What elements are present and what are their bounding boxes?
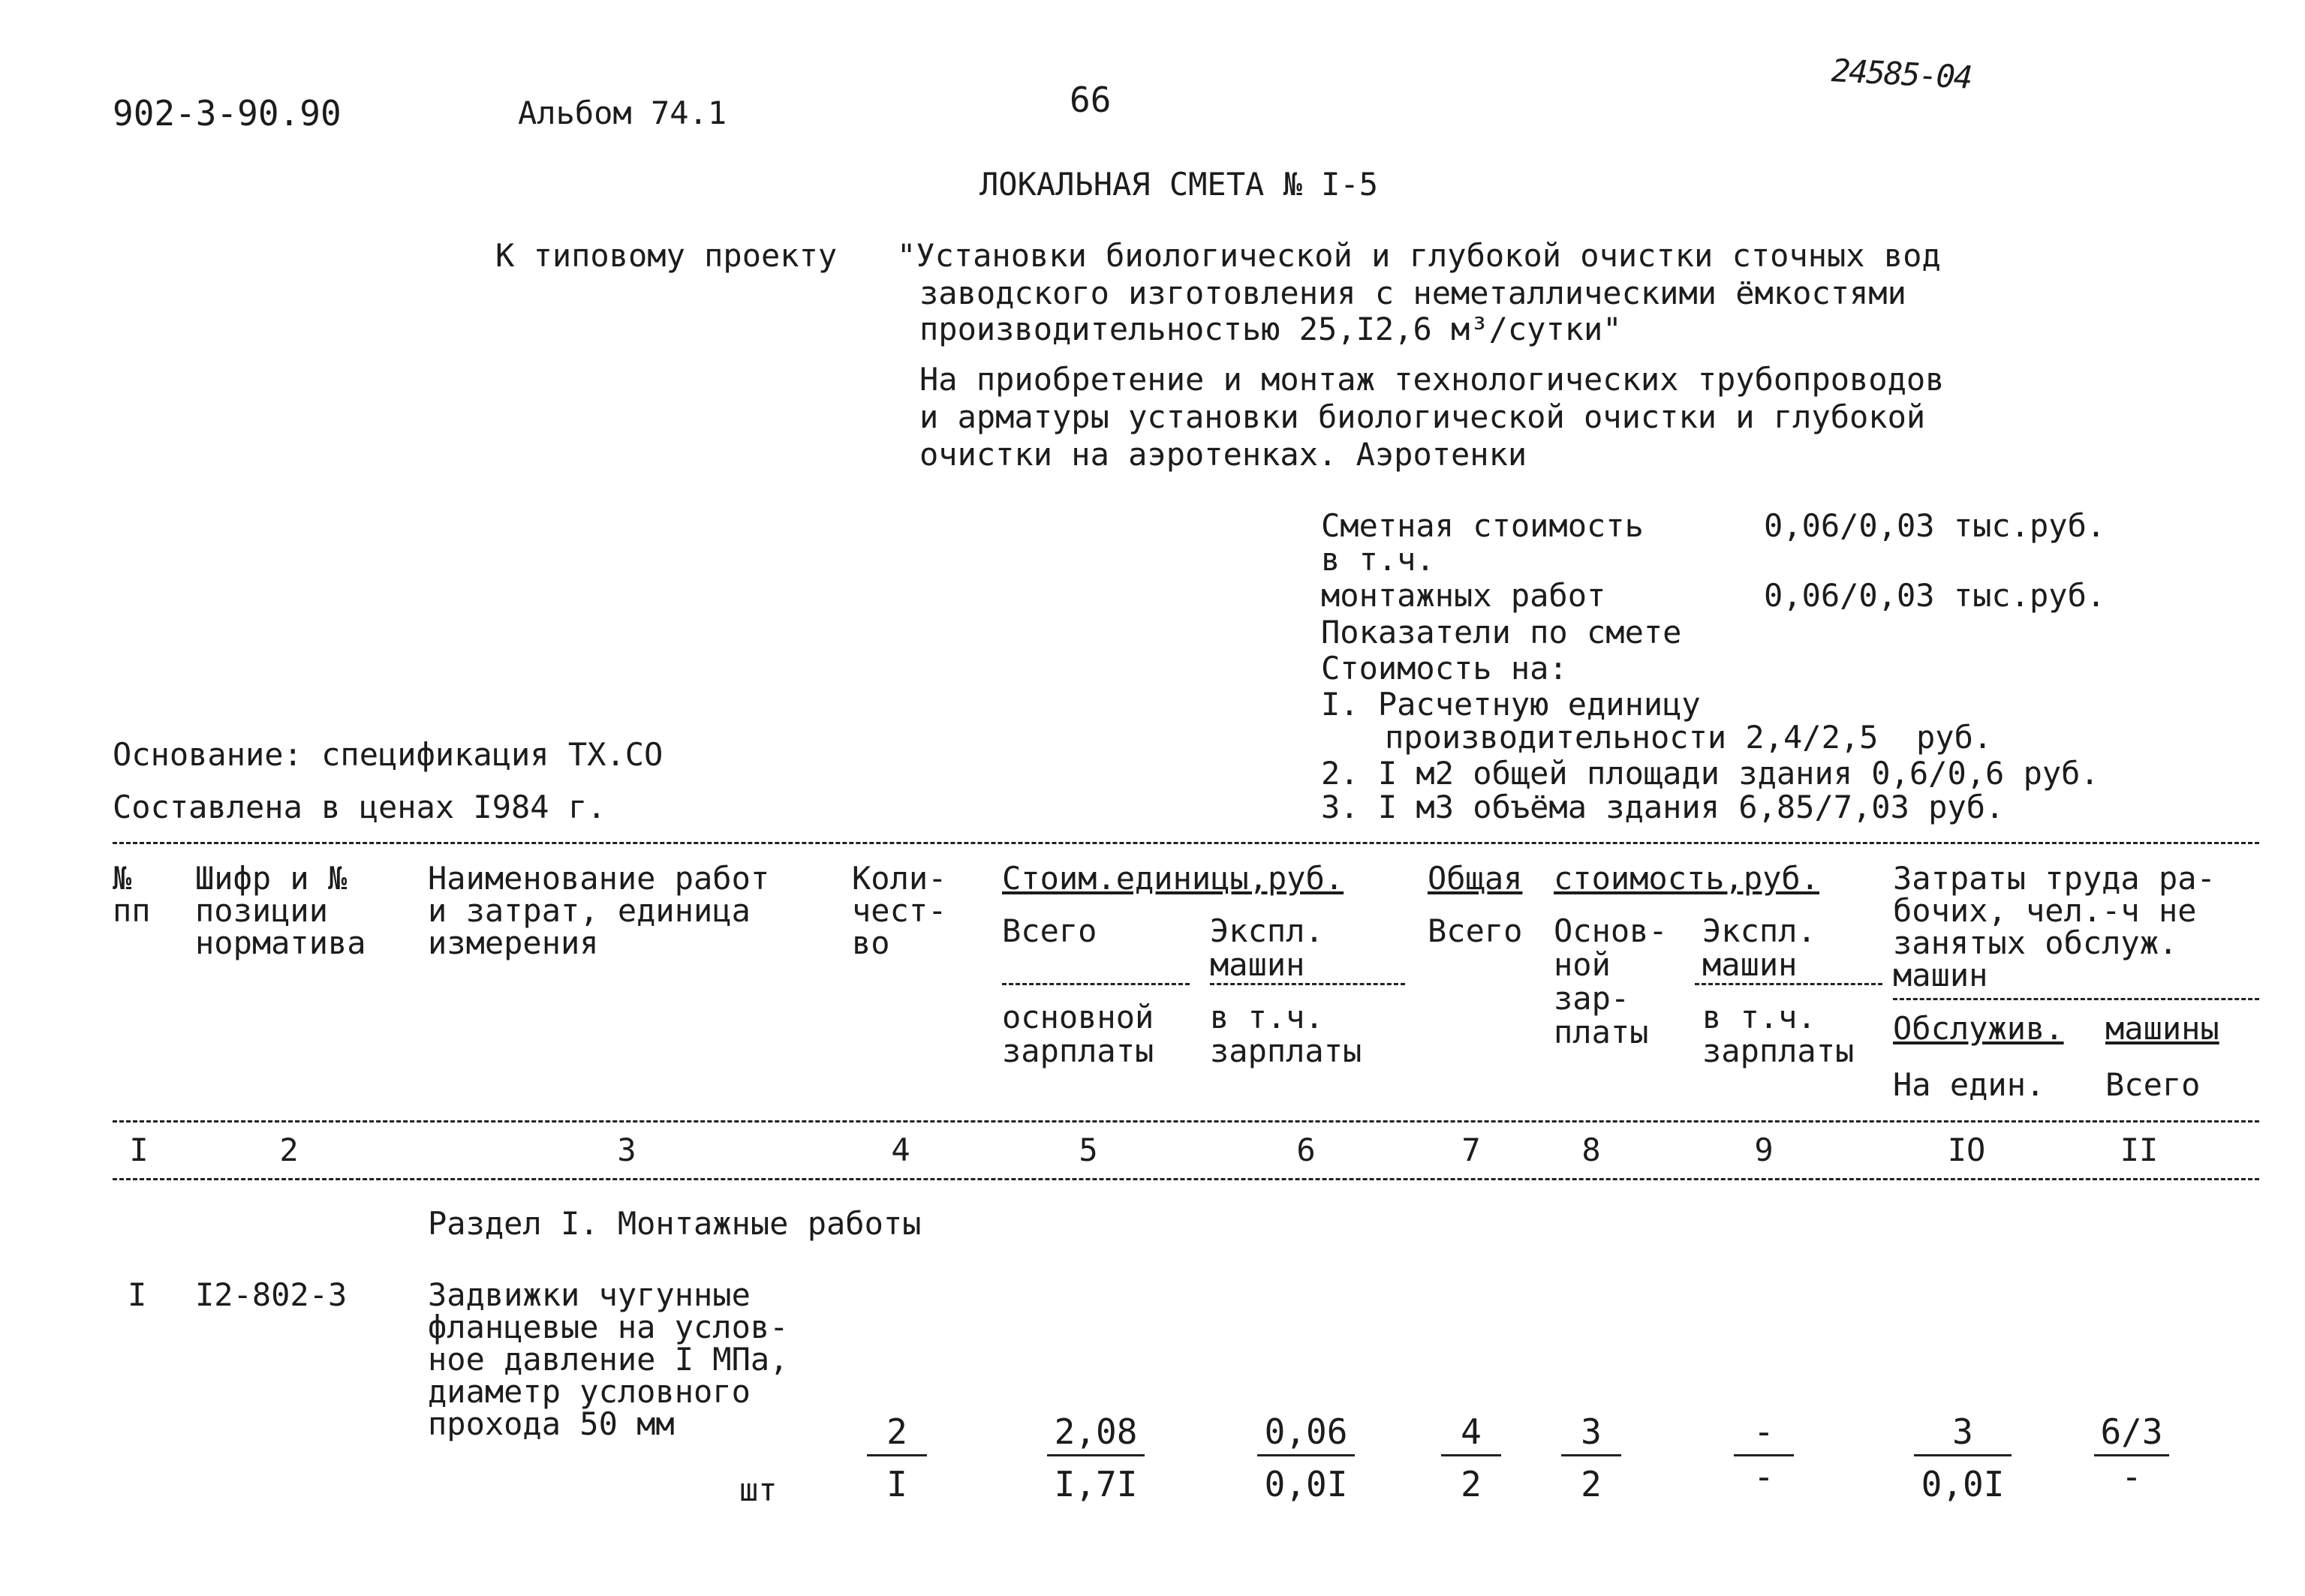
qty-top: 2: [886, 1411, 907, 1452]
indicator-2: 2. I м2 общей площади здания 0,6/0,6 руб.: [1321, 755, 2099, 792]
col-number-5: 5: [1079, 1132, 1098, 1168]
total-bottom: 2: [1461, 1464, 1482, 1504]
basis-text: Основание: спецификация ТХ.СО: [113, 736, 664, 773]
col4-header-1: Коли-: [852, 860, 947, 897]
section-title: Раздел I. Монтажные работы: [428, 1205, 922, 1242]
col3-header-1: Наименование работ: [428, 860, 770, 897]
col9-header-top-2: машин: [1702, 946, 1798, 983]
col7-header: Всего: [1428, 912, 1523, 949]
col5-header-bottom-1: основной: [1002, 999, 1154, 1035]
labor-unit-top: 3: [1952, 1411, 1973, 1452]
indicator-3: 3. I м3 объёма здания 6,85/7,03 руб.: [1321, 789, 2005, 825]
row-name-2: фланцевые на услов-: [428, 1309, 789, 1345]
col1-header-2: пп: [113, 892, 151, 929]
row-code: I2-802-3: [195, 1276, 348, 1313]
wages-bottom: 2: [1581, 1464, 1602, 1504]
col4-header-2: чест-: [852, 892, 947, 929]
col2-header-2: позиции: [195, 892, 329, 929]
row-name-4: диаметр условного: [428, 1373, 751, 1410]
document-code: 902-3-90.90: [113, 93, 342, 134]
col9-header-bottom-2: зарплаты: [1702, 1032, 1855, 1069]
col2-header-3: норматива: [195, 924, 366, 961]
total-top: 4: [1461, 1411, 1482, 1452]
col-number-9: 9: [1754, 1132, 1774, 1168]
project-line-2: заводского изготовления с неметаллическими ёмкостями: [919, 275, 1906, 311]
col8-header-3: зар-: [1554, 980, 1630, 1017]
project-prefix: К типовому проекту: [495, 237, 838, 274]
col5-divider: [1002, 983, 1190, 985]
col3-header-2: и затрат, единица: [428, 892, 751, 929]
wages-fraction-line: [1561, 1454, 1621, 1456]
labor-header-4: машин: [1893, 957, 1988, 993]
machines-bottom: -: [1753, 1456, 1774, 1497]
col2-header-1: Шифр и №: [195, 860, 348, 897]
unit-machines-fraction-line: [1257, 1454, 1355, 1456]
estimated-cost-label: Сметная стоимость: [1321, 507, 1644, 544]
col-number-6: 6: [1296, 1132, 1316, 1168]
col8-header-2: ной: [1554, 946, 1611, 983]
labor-total-top: 6/3: [2100, 1411, 2163, 1452]
col-number-2: 2: [279, 1132, 299, 1168]
qty-fraction-line: [867, 1454, 927, 1456]
row-unit: шт: [739, 1471, 778, 1508]
col6-header-top-1: Экспл.: [1210, 912, 1324, 949]
col5-header-bottom-2: зарплаты: [1002, 1032, 1154, 1069]
machine-header: машины: [2105, 1010, 2219, 1047]
row-number: I: [128, 1276, 147, 1313]
unit-machines-bottom: 0,0I: [1264, 1464, 1348, 1504]
col6-header-bottom-1: в т.ч.: [1210, 999, 1324, 1035]
unit-cost-header: Стоим.единицы,руб.: [1002, 860, 1344, 897]
album-label: Альбом 74.1: [518, 95, 727, 131]
labor-header-2: бочих, чел.-ч не: [1893, 892, 2197, 929]
row-name-5: прохода 50 мм: [428, 1405, 675, 1442]
total-fraction-line: [1441, 1454, 1501, 1456]
labor-unit-bottom: 0,0I: [1921, 1464, 2005, 1504]
unit-total-bottom: I,7I: [1054, 1464, 1138, 1504]
project-line-1: "Установки биологической и глубокой очистки сточных вод: [897, 237, 1941, 274]
labor-header-3: занятых обслуж.: [1893, 924, 2178, 961]
prices-text: Составлена в ценах I984 г.: [113, 789, 606, 825]
page-title: ЛОКАЛЬНАЯ СМЕТА № I-5: [979, 166, 1379, 203]
col11-header: Всего: [2105, 1066, 2201, 1103]
col-number-7: 7: [1461, 1132, 1481, 1168]
col8-header-1: Основ-: [1554, 912, 1668, 949]
purpose-line-3: очистки на аэротенках. Аэротенки: [919, 436, 1527, 473]
project-line-3: производительностью 25,I2,6 м³/сутки": [919, 311, 1622, 347]
col4-header-3: во: [852, 924, 890, 961]
purpose-line-1: На приобретение и монтаж технологических трубопроводов: [919, 361, 1945, 398]
row-name-1: Задвижки чугунные: [428, 1276, 751, 1313]
installation-label: монтажных работ: [1321, 577, 1606, 614]
col5-header-top: Всего: [1002, 912, 1097, 949]
estimated-cost-value: 0,06/0,03 тыс.руб.: [1764, 507, 2106, 544]
col1-header-1: №: [113, 860, 132, 897]
total-cost-header-a: Общая: [1428, 860, 1523, 897]
unit-machines-top: 0,06: [1264, 1411, 1348, 1452]
col10-header: На един.: [1893, 1066, 2045, 1103]
qty-bottom: I: [886, 1464, 907, 1504]
row-name-3: ное давление I МПа,: [428, 1341, 789, 1378]
header-bottom-rule: [113, 1120, 2259, 1123]
col6-header-bottom-2: зарплаты: [1210, 1032, 1362, 1069]
unit-total-top: 2,08: [1054, 1411, 1138, 1452]
cost-per-label: Стоимость на:: [1321, 650, 1568, 687]
col-number-8: 8: [1581, 1132, 1601, 1168]
col-numbers-bottom-rule: [113, 1178, 2259, 1180]
total-cost-header-b: стоимость,руб.: [1554, 860, 1820, 897]
table-top-rule: [113, 842, 2259, 844]
col8-header-4: платы: [1554, 1014, 1649, 1050]
labor-total-bottom: -: [2121, 1456, 2142, 1497]
col-number-10: IO: [1947, 1132, 1986, 1168]
col9-header-top-1: Экспл.: [1702, 912, 1816, 949]
col-number-1: I: [129, 1132, 149, 1168]
unit-total-fraction-line: [1047, 1454, 1145, 1456]
purpose-line-2: и арматуры установки биологической очистки и глубокой: [919, 398, 1926, 435]
col3-header-3: измерения: [428, 924, 599, 961]
labor-header-1: Затраты труда ра-: [1893, 860, 2216, 897]
labor-divider: [1893, 998, 2259, 1000]
inventory-number: 24585-04: [1830, 52, 1972, 96]
col6-divider: [1210, 983, 1405, 985]
wages-top: 3: [1581, 1411, 1602, 1452]
col9-divider: [1695, 983, 1882, 985]
service-header: Обслужив.: [1893, 1010, 2064, 1047]
col-number-11: II: [2120, 1132, 2159, 1168]
labor-unit-fraction-line: [1914, 1454, 2012, 1456]
page-number: 66: [1070, 80, 1112, 120]
col-number-4: 4: [891, 1132, 910, 1168]
indicator-1a: I. Расчетную единицу: [1321, 686, 1701, 723]
col9-header-bottom-1: в т.ч.: [1702, 999, 1816, 1035]
machines-top: -: [1753, 1411, 1774, 1452]
installation-value: 0,06/0,03 тыс.руб.: [1764, 577, 2106, 614]
indicator-1b: производительности 2,4/2,5 руб.: [1385, 719, 1993, 756]
indicators-label: Показатели по смете: [1321, 614, 1682, 651]
col6-header-top-2: машин: [1210, 946, 1305, 983]
col-number-3: 3: [617, 1132, 636, 1168]
including-label: в т.ч.: [1321, 541, 1435, 578]
